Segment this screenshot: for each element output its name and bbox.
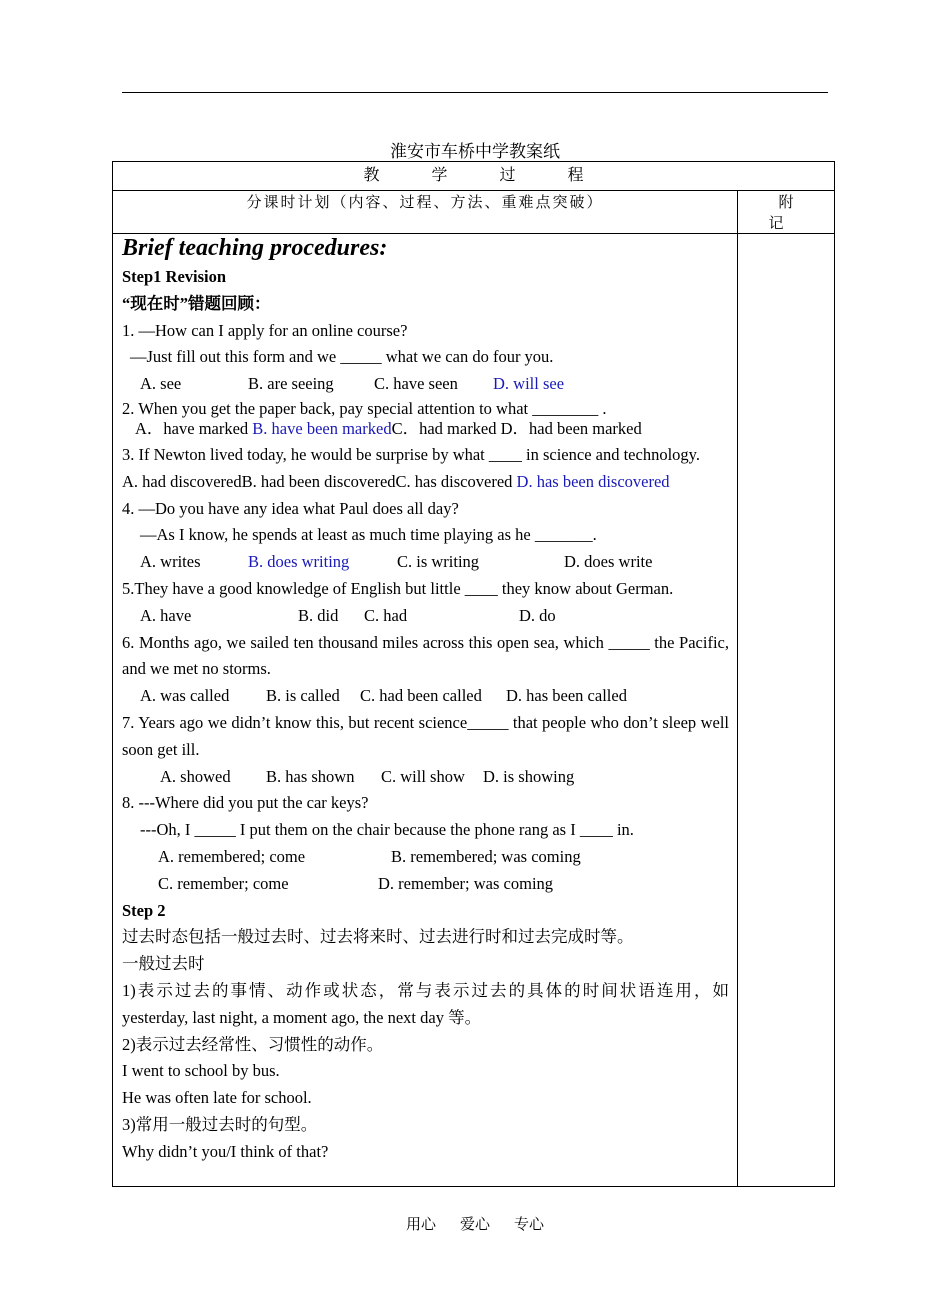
q6-option-b: B. is called (266, 686, 340, 706)
q7-option-a: A. showed (160, 766, 231, 786)
q4-option-a: A. writes (140, 552, 201, 572)
q2-options (122, 419, 729, 439)
q3-options (122, 469, 729, 496)
q5-option-a: A. have (140, 605, 192, 625)
q3-option-b: B. had been discovered (241, 471, 396, 491)
step2-line-8: Why didn’t you/I think of that? (122, 1141, 329, 1161)
q2-stem: 2. When you get the paper back, pay special attention to what ________ . (122, 398, 607, 418)
footer-word-2: 爱心 (459, 1217, 490, 1233)
notes-cell (738, 234, 835, 1187)
step2-line-6: He was often late for school. (122, 1088, 312, 1108)
q1-option-d: D. will see (493, 374, 565, 394)
q6-option-c: C. had been called (360, 686, 482, 706)
notes-label: 附 记 (768, 195, 814, 232)
q7-options (122, 764, 729, 791)
process-label: 教 学 过 程 (363, 167, 608, 184)
q4-option-d: D. does write (564, 552, 653, 572)
content-cell (113, 234, 738, 1187)
q5-option-d: D. do (519, 605, 556, 625)
q5-options (122, 603, 729, 630)
q7-option-b: B. has shown (266, 766, 355, 786)
school-title: 淮安市车桥中学教案纸 (390, 142, 560, 161)
q2-option-a: A．have marked (135, 418, 249, 438)
q8-options-row1 (122, 844, 729, 871)
q3-option-d: D. has been discovered (516, 471, 670, 491)
q3-option-c: C. has discovered (395, 471, 513, 491)
step2-heading: Step 2 (122, 900, 166, 920)
q8-stem: 8. ---Where did you put the car keys? (122, 793, 369, 813)
q8-stem2: ---Oh, I _____ I put them on the chair because the phone rang as I ____ in. (140, 820, 634, 840)
q5-stem: 5.They have a good knowledge of English but little ____ they know about German. (122, 578, 674, 598)
q4-stem: 4. —Do you have any idea what Paul does all day? (122, 498, 459, 518)
q8-option-b: B. remembered; was coming (391, 846, 581, 866)
q8-options-row2 (122, 871, 729, 898)
step2-line-2: 一般过去时 (122, 954, 205, 974)
plan-label: 分课时计划（内容、过程、方法、重难点突破） (246, 195, 604, 211)
q4-options (122, 549, 729, 576)
q8-option-a: A. remembered; come (158, 846, 306, 866)
q5-option-b: B. did (298, 605, 339, 625)
q6-stem: 6. Months ago, we sailed ten thousand miles across this open sea, which _____ the Pacific, and we met no storms. (122, 632, 729, 679)
q1-option-c: C. have seen (374, 374, 458, 394)
content-row (113, 234, 835, 1187)
top-rule (122, 92, 828, 93)
procedures-heading: Brief teaching procedures: (122, 235, 388, 261)
q7-stem: 7. Years ago we didn’t know this, but recent science_____ that people who don’t sleep well soon get ill. (122, 712, 729, 759)
q6-option-a: A. was called (140, 686, 230, 706)
q4-option-c: C. is writing (397, 552, 480, 572)
q6-options (122, 683, 729, 710)
step2-line-5: I went to school by bus. (122, 1061, 280, 1081)
q5-option-c: C. had (364, 605, 408, 625)
q8-option-c: C. remember; come (158, 873, 289, 893)
step2-line-7: 3)常用一般过去时的句型。 (122, 1114, 318, 1134)
q1-stem2: —Just fill out this form and we _____ what we can do four you. (130, 347, 554, 367)
step2-line-4: 2)表示过去经常性、习惯性的动作。 (122, 1034, 384, 1054)
q3-stem: 3. If Newton lived today, he would be surprise by what ____ in science and technology. (122, 444, 700, 464)
review-title: “现在时”错题回顾： (122, 293, 271, 313)
q4-option-b: B. does writing (248, 552, 350, 572)
footer-motto (0, 1213, 950, 1234)
q3-option-a: A. had discovered (122, 471, 242, 491)
q6-option-d: D. has been called (506, 686, 627, 706)
q1-stem: 1. —How can I apply for an online course? (122, 320, 408, 340)
step2-line-3: 1)表示过去的事情、动作或状态，常与表示过去的具体的时间状语连用，如yesterday, last night, a moment ago, the next day 等。 (122, 980, 729, 1027)
q8-option-d: D. remember; was coming (378, 873, 554, 893)
q1-option-a: A. see (140, 374, 182, 394)
footer-word-3: 专心 (514, 1217, 545, 1233)
footer-word-1: 用心 (405, 1217, 436, 1233)
q2-option-c: C．had marked (391, 418, 497, 438)
q1-option-b: B. are seeing (248, 374, 334, 394)
subheader-row (113, 191, 835, 234)
q2-option-b: B. have been marked (252, 418, 392, 438)
q1-options (122, 371, 729, 398)
step2-line-1: 过去时态包括一般过去时、过去将来时、过去进行时和过去完成时等。 (122, 927, 634, 947)
q7-option-c: C. will show (381, 766, 465, 786)
q4-stem2: —As I know, he spends at least as much time playing as he _______. (140, 525, 597, 545)
q2-option-d: D．had been marked (500, 418, 642, 438)
process-row (113, 162, 835, 191)
lesson-plan-table (112, 161, 835, 1187)
q7-option-d: D. is showing (483, 766, 575, 786)
step1-heading: Step1 Revision (122, 267, 227, 286)
